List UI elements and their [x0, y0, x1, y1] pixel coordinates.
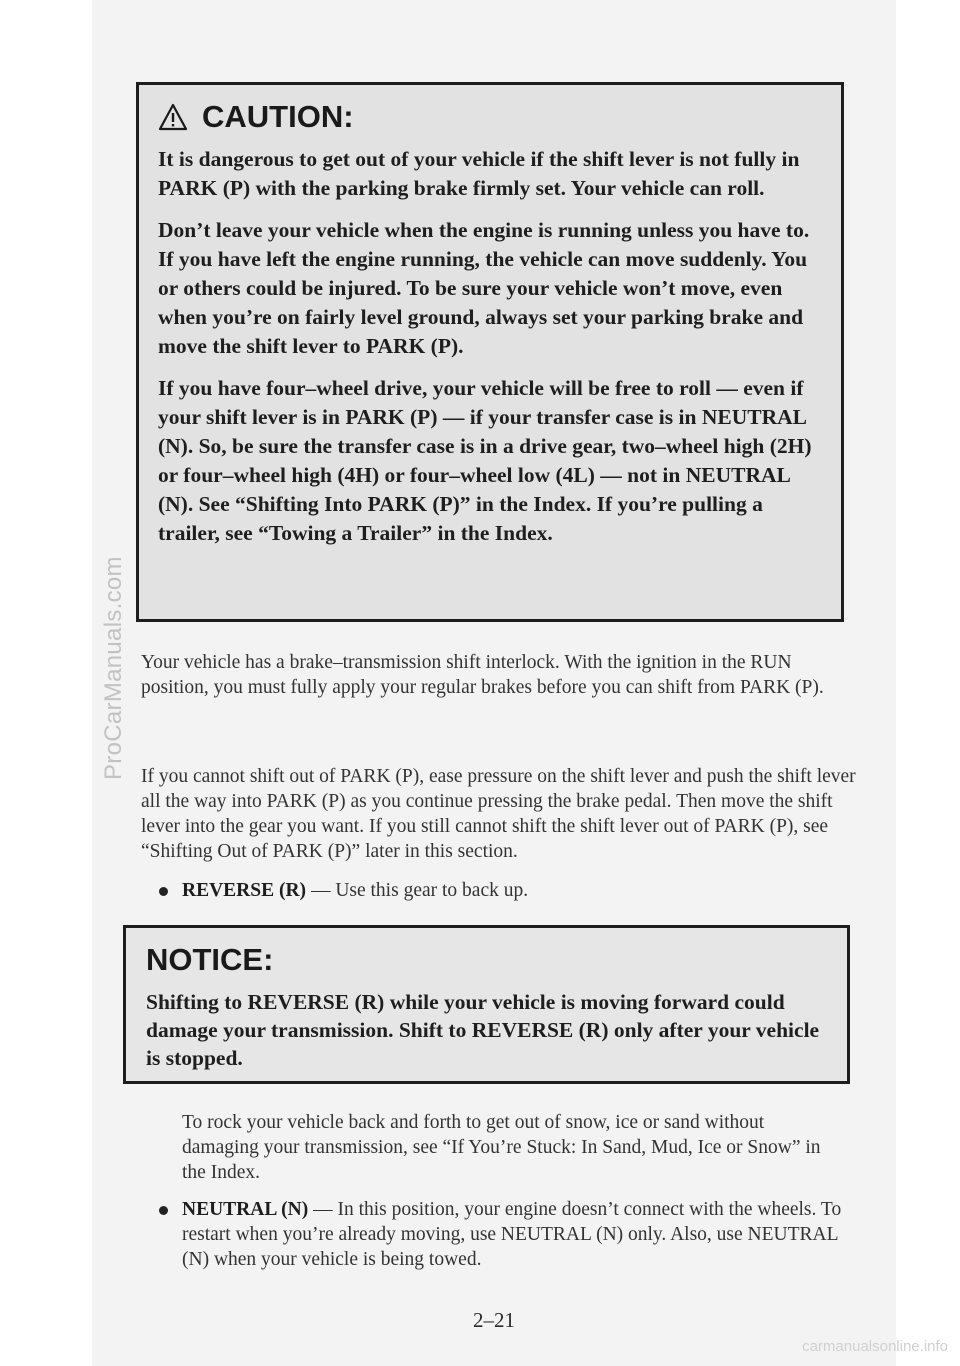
- notice-box: [123, 925, 850, 1084]
- bullet-term: NEUTRAL (N): [182, 1199, 309, 1220]
- caution-heading: [158, 99, 821, 135]
- caution-box: [136, 82, 844, 622]
- bullet-text: — In this position, your engine doesn’t connect with the wheels. To restart when you’re already moving, use NEUTRAL (N) only. Also, use NEUTRAL (N) when your vehicle is being towed.: [182, 1199, 842, 1270]
- footer-watermark: carmanualsonline.info: [802, 1338, 948, 1355]
- caution-heading-text: CAUTION:: [202, 99, 354, 134]
- body-paragraph: If you cannot shift out of PARK (P), ease pressure on the shift lever and push the shift lever all the way into PARK (P) as you continue pressing the brake pedal. Then move the shift lever into the gear you want. If you still cannot shift the shift lever out of PARK (P), see “Shifting Out of PARK (P)” later in this section.: [141, 766, 856, 862]
- side-watermark: ProCarManuals.com: [100, 556, 127, 780]
- bullet-text: — Use this gear to back up.: [306, 880, 529, 901]
- caution-paragraph: If you have four–wheel drive, your vehicle will be free to roll — even if your shift lever is in PARK (P) — if your transfer case is in NEUTRAL (N). So, be sure the transfer case is in a drive gear, two–wheel high (2H) or four–wheel high (4H) or four–wheel low (4L) — not in NEUTRAL (N). See “Shifting Into PARK (P)” in the Index. If you’re pulling a trailer, see “Towing a Trailer” in the Index.: [158, 376, 812, 545]
- bullet-term: REVERSE (R): [182, 880, 307, 901]
- reverse-bullet: [182, 878, 862, 903]
- body-paragraph: Your vehicle has a brake–transmission shift interlock. With the ignition in the RUN position, you must fully apply your regular brakes before you can shift from PARK (P).: [141, 652, 824, 698]
- bullet-icon: [159, 1206, 168, 1215]
- page-number: 2–21: [473, 1308, 515, 1332]
- notice-heading: NOTICE:: [146, 942, 274, 977]
- rock-paragraph: To rock your vehicle back and forth to get out of snow, ice or sand without damaging your transmission, see “If You’re Stuck: In Sand, Mud, Ice or Snow” in the Index.: [182, 1112, 821, 1183]
- caution-paragraph: It is dangerous to get out of your vehicle if the shift lever is not fully in PARK (P) with the parking brake firmly set. Your vehicle can roll.: [158, 147, 800, 200]
- notice-paragraph: Shifting to REVERSE (R) while your vehicle is moving forward could damage your transmission. Shift to REVERSE (R) only after your vehicle is stopped.: [146, 990, 820, 1070]
- warning-triangle-icon: [158, 103, 188, 131]
- caution-paragraph: Don’t leave your vehicle when the engine is running unless you have to. If you have left the engine running, the vehicle can move suddenly. You or others could be injured. To be sure your vehicle won’t move, even when you’re on fairly level ground, always set your parking brake and move the shift lever to PARK (P).: [158, 218, 810, 358]
- neutral-bullet: [182, 1197, 862, 1272]
- bullet-icon: [159, 887, 168, 896]
